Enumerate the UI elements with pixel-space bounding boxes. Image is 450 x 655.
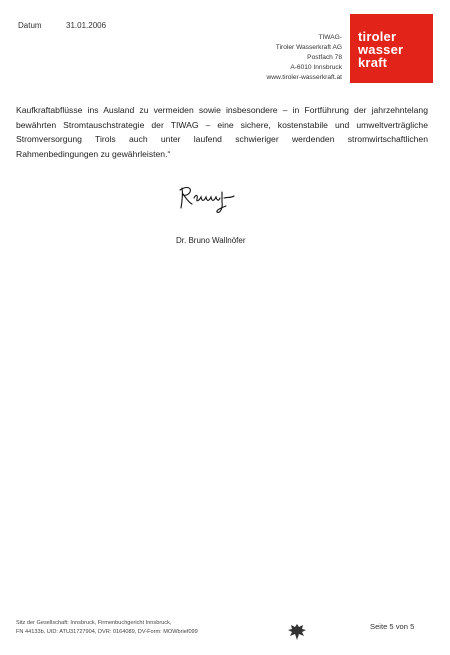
date-value: 31.01.2006 bbox=[66, 21, 107, 30]
sender-website: www.tiroler-wasserkraft.at bbox=[266, 74, 342, 81]
footer-line: FN 44133b, UID: ATU31727904, DVR: 0164089, DV-Form: MOWbrief099 bbox=[16, 629, 198, 635]
footer-line: Sitz der Gesellschaft: Innsbruck, Firmenbuchgericht Innsbruck, bbox=[16, 620, 172, 626]
sender-line: Postfach 78 bbox=[307, 54, 342, 61]
sender-line: Tiroler Wasserkraft AG bbox=[275, 44, 342, 51]
handwritten-signature bbox=[176, 180, 246, 216]
logo-line: wasser bbox=[358, 42, 404, 57]
sender-address bbox=[192, 33, 342, 83]
footer-company-info bbox=[16, 619, 246, 637]
page-number: Seite 5 von 5 bbox=[370, 622, 415, 631]
sender-line: A-6010 Innsbruck bbox=[290, 64, 342, 71]
tyrolean-eagle-icon bbox=[287, 622, 307, 642]
sender-line: TIWAG- bbox=[318, 34, 342, 41]
signer-name: Dr. Bruno Wallnöfer bbox=[176, 236, 246, 245]
date-label: Datum bbox=[18, 21, 42, 30]
logo-line: tiroler bbox=[358, 29, 397, 44]
logo-line: kraft bbox=[358, 55, 388, 70]
company-logo bbox=[350, 14, 433, 83]
letter-body: Kaufkraftabflüsse ins Ausland zu vermeiden sowie insbesondere – in Fortführung der jahrzehntelang bewährten Stromtauschstrategie der TIWAG – eine sichere, kostenstabile und umweltverträgliche Stromversorgung Tirols auch unter laufend schwieriger werdenden stromwirtschaftlichen Rahmenbedingungen zu gewährleisten.“ bbox=[16, 105, 428, 159]
